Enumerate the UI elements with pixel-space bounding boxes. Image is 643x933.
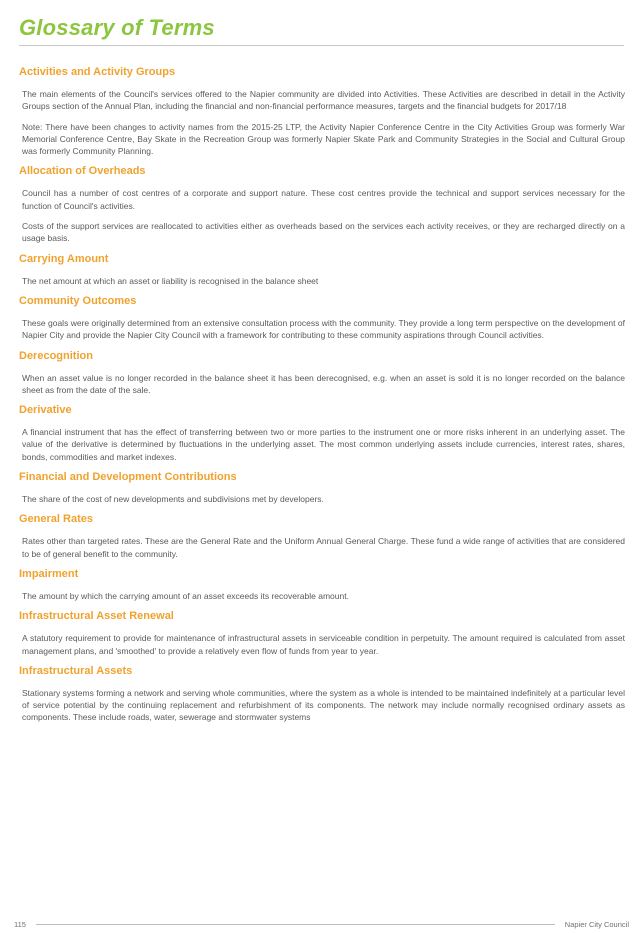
glossary-term: [19, 610, 625, 657]
publisher-name: Napier City Council: [564, 919, 629, 929]
term-definition: These goals were originally determined from an extensive consultation process with the community. They provide a long term perspective on the development of Napier City and provide the Napier City Council with a framework for contributing to these community aspirations through Council activities.: [22, 317, 625, 341]
term-definition: A statutory requirement to provide for maintenance of infrastructural assets in serviceable condition in perpetuity. The amount required is calculated from asset management plans, and 'smoothed' to provide a relatively even flow of funds from year to year.: [22, 633, 625, 656]
term-definition: The amount by which the carrying amount of an asset exceeds its recoverable amount.: [22, 590, 349, 601]
glossary-term: [19, 165, 625, 244]
glossary-term: [19, 404, 625, 463]
glossary-term: [19, 665, 625, 724]
glossary-term: [19, 295, 625, 342]
term-definition: Costs of the support services are reallocated to activities either as overheads based on the services each activity receives, or they are recharged directly on a usage basis.: [22, 221, 625, 244]
term-definition: Stationary systems forming a network and serving whole communities, where the system as a whole is intended to be maintained indefinitely at a particular level of service potential by the continuing replacement and refurbishment of its components. The network may include normally recognised ordinary assets as components. These include roads, water, sewerage and stormwater systems: [22, 687, 625, 723]
term-heading: Financial and Development Contributions: [19, 471, 237, 484]
page-number: 115: [14, 919, 26, 929]
glossary-term: [19, 471, 625, 505]
term-heading: General Rates: [19, 513, 93, 526]
term-heading: Carrying Amount: [19, 252, 109, 265]
page-footer: [14, 918, 629, 930]
term-heading: Allocation of Overheads: [19, 165, 146, 178]
glossary-term: [19, 66, 625, 157]
term-definition: Note: There have been changes to activity names from the 2015-25 LTP, the Activity Napier Conference Centre in the City Activities Group was formerly War Memorial Conference Centre, Bay Skate in the Recreation Group was formerly Napier Skate Park and Community Strategies in the Social and Cultural Group was formerly Community Planning.: [22, 121, 625, 157]
term-heading: Activities and Activity Groups: [19, 66, 176, 78]
title-divider: [19, 45, 624, 46]
term-definition: The net amount at which an asset or liability is recognised in the balance sheet: [22, 275, 319, 286]
term-definition: A financial instrument that has the effect of transferring between two or more parties to the instrument one or more risks inherent in an underlying asset. The value of the derivative is determined by fluctuations in the underlying asset. The most common underlying assets include currencies, interest rates, shares, bonds, commodities and market indexes.: [22, 427, 625, 462]
glossary-term: [19, 513, 625, 560]
glossary-term: [19, 253, 625, 287]
term-definition: The share of the cost of new developments and subdivisions met by developers.: [22, 494, 324, 505]
term-definition: Rates other than targeted rates. These are the General Rate and the Uniform Annual General Charge. These fund a wide range of activities that are considered to be of general benefit to the community.: [22, 536, 625, 559]
term-heading: Community Outcomes: [19, 294, 137, 307]
term-definition: When an asset value is no longer recorded in the balance sheet it has been derecognised, e.g. when an asset is sold it is no longer recorded on the balance sheet as from the date of the sale.: [22, 372, 625, 395]
term-heading: Derivative: [19, 404, 72, 417]
page-title: Glossary of Terms: [19, 15, 215, 40]
term-heading: Derecognition: [19, 349, 93, 362]
term-heading: Impairment: [19, 567, 79, 580]
glossary-term: [19, 568, 625, 602]
glossary-term: [19, 350, 625, 397]
term-heading: Infrastructural Assets: [19, 664, 133, 677]
term-heading: Infrastructural Asset Renewal: [19, 610, 174, 623]
footer-divider: [36, 924, 555, 925]
glossary-list: [19, 66, 625, 732]
term-definition: The main elements of the Council's services offered to the Napier community are divided into Activities. These Activities are described in detail in the Activity Groups section of the Annual Plan, including the financial and non-financial performance measures, targets and the financial budgets for 2017/18: [22, 89, 625, 112]
term-definition: Council has a number of cost centres of a corporate and support nature. These cost centres provide the technical and support services necessary for the function of Council's activities.: [22, 188, 625, 211]
